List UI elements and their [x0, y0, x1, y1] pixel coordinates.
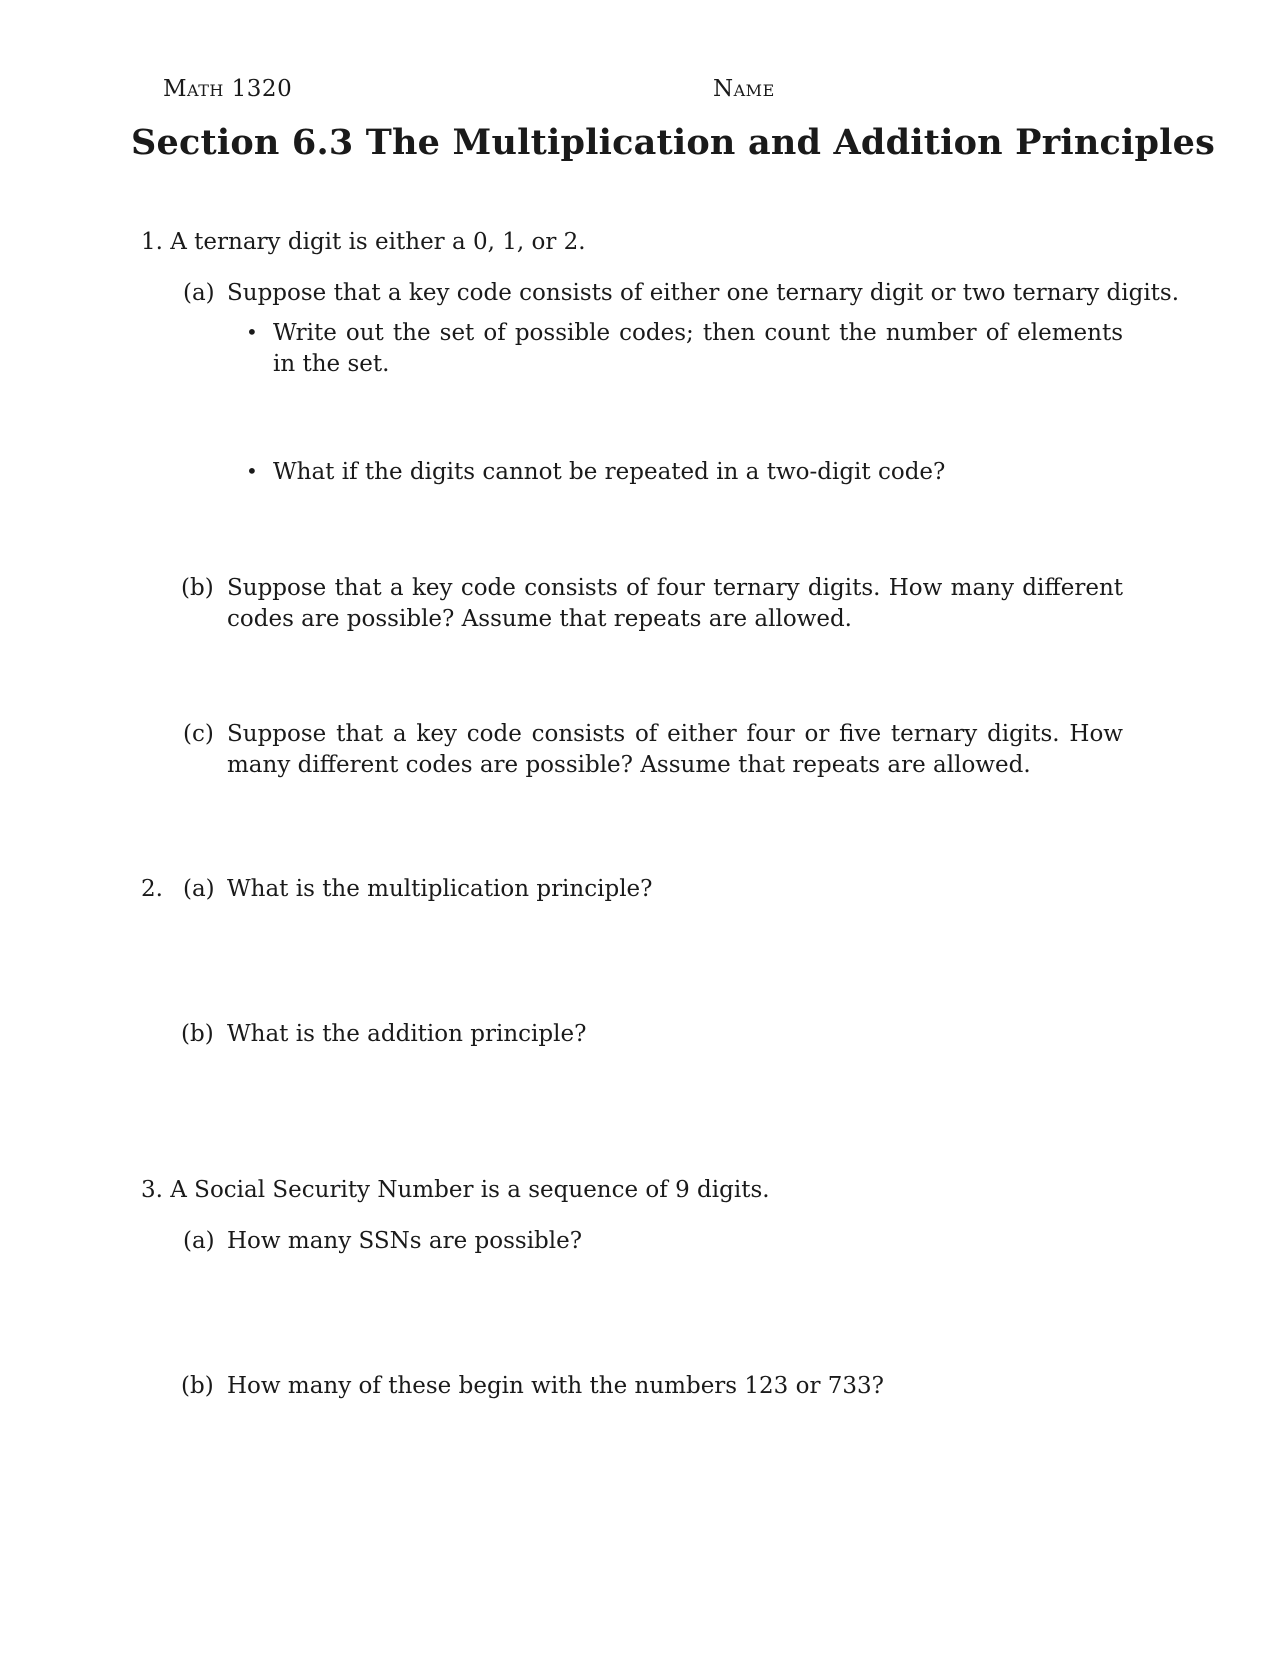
bullet-icon: • — [246, 320, 258, 344]
bullet-text: What if the digits cannot be repeated in a two-digit code? — [273, 459, 946, 485]
part-label: (a) — [183, 876, 215, 902]
problem-1 — [141, 227, 586, 258]
problem-stem: A ternary digit is either a 0, 1, or 2. — [170, 229, 586, 255]
problem-3 — [141, 1175, 770, 1206]
part-text: What is the multiplication principle? — [227, 876, 653, 902]
name-label: Name — [713, 76, 775, 102]
part-text: Suppose that a key code consists of either four or five ternary digits. How many different codes are possible? Assume that repeats are allowed. — [227, 721, 1123, 778]
problem-number: 2. — [141, 876, 163, 902]
part-label: (a) — [183, 1228, 215, 1254]
part-text: Suppose that a key code consists of either one ternary digit or two ternary digits. — [227, 280, 1180, 306]
course-label: Math 1320 — [163, 76, 293, 102]
problem-stem: A Social Security Number is a sequence of 9 digits. — [170, 1177, 770, 1203]
part-label: (a) — [183, 280, 215, 306]
part-text: Suppose that a key code consists of four ternary digits. How many different codes are possible? Assume that repeats are allowed. — [227, 575, 1123, 632]
part-text: What is the addition principle? — [227, 1021, 587, 1047]
page-title: Section 6.3 The Multiplication and Addition Principles — [131, 122, 1216, 163]
problem-number: 1. — [141, 229, 163, 255]
part-text: How many SSNs are possible? — [227, 1228, 583, 1254]
bullet-text: Write out the set of possible codes; then count the number of elements in the set. — [273, 320, 1123, 377]
bullet-icon: • — [246, 459, 258, 483]
part-label: (c) — [183, 721, 214, 747]
part-text: How many of these begin with the numbers 123 or 733? — [227, 1373, 885, 1399]
problem-number: 3. — [141, 1177, 163, 1203]
part-label: (b) — [181, 1021, 214, 1047]
part-label: (b) — [181, 575, 214, 601]
part-label: (b) — [181, 1373, 214, 1399]
